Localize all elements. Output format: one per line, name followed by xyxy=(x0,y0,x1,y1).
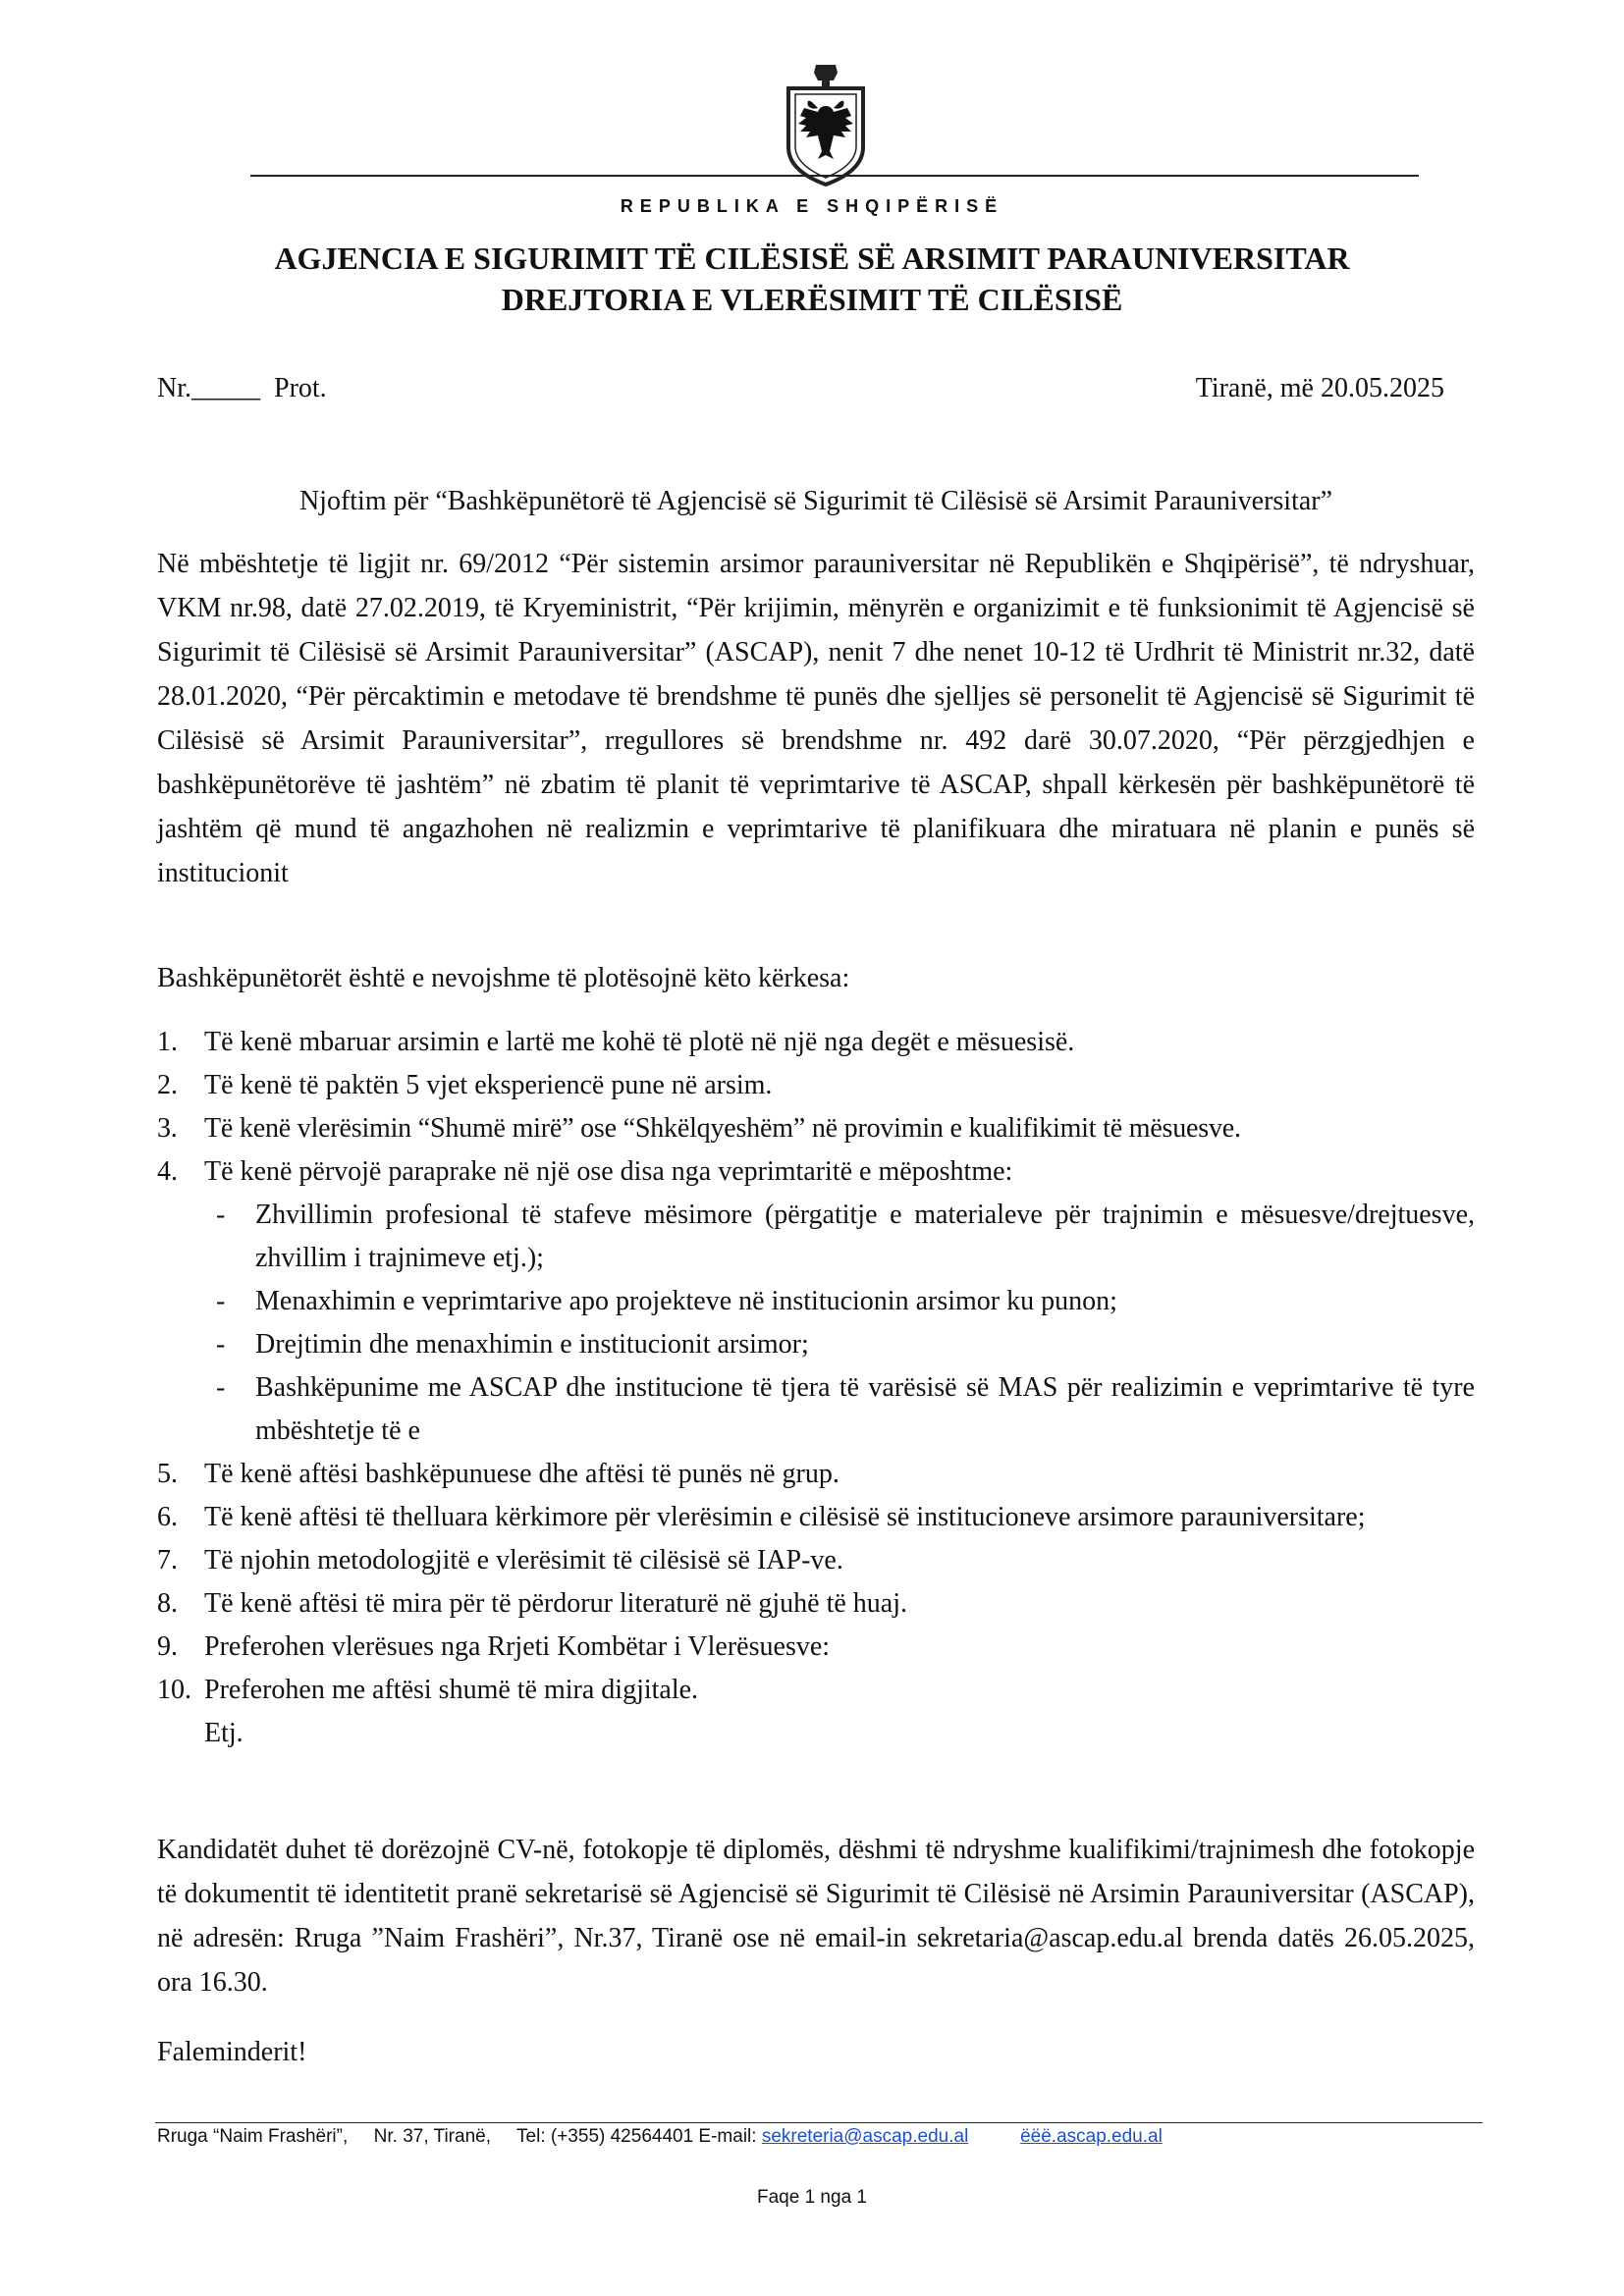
footer xyxy=(157,2126,1163,2148)
footer-rule xyxy=(155,2122,1483,2123)
directorate-name: DREJTORIA E VLERËSIMIT TË CILËSISË xyxy=(501,282,1123,317)
list-item: 1. Të kenë mbaruar arsimin e lartë me kohë të plotë në një nga degët e mësuesisë. xyxy=(157,1027,1075,1057)
closing: Faleminderit! xyxy=(157,2037,307,2067)
list-item: 7. Të njohin metodologjitë e vlerësimit të cilësisë së IAP-ve. xyxy=(157,1545,843,1575)
sub-list-item: - Drejtimin dhe menaxhimin e institucionit arsimor; xyxy=(216,1329,809,1360)
requirements-intro: Bashkëpunëtorët është e nevojshme të plotësojnë këto kërkesa: xyxy=(157,963,850,993)
sub-list-container xyxy=(157,1194,1475,1453)
agency-name: AGJENCIA E SIGURIMIT TË CILËSISË SË ARSIMIT PARAUNIVERSITAR xyxy=(274,240,1350,276)
requirements-list xyxy=(157,1021,1475,1755)
page-number: Faqe 1 nga 1 xyxy=(757,2187,867,2208)
footer-website-link[interactable]: ëëë.ascap.edu.al xyxy=(1020,2126,1163,2147)
list-item: 6. Të kenë aftësi të thelluara kërkimore për vlerësimin e cilësisë së institucioneve arsimore parauniversitare; xyxy=(157,1502,1366,1532)
footer-email-link[interactable]: sekreteria@ascap.edu.al xyxy=(761,2126,969,2147)
agency-title xyxy=(0,238,1624,320)
sub-list-item: - Bashkëpunime me ASCAP dhe institucione të tjera të varësisë së MAS për realizimin e veprimtarive të tyre mbështetje të e xyxy=(216,1372,1475,1446)
etj-line: Etj. xyxy=(204,1718,244,1748)
sub-list-item: - Menaxhimin e veprimtarive apo projekteve në institucionin arsimor ku punon; xyxy=(216,1286,1117,1316)
protocol-number: Nr._____ Prot. xyxy=(157,373,327,403)
subject-line: Njoftim për “Bashkëpunëtorë të Agjencisë së Sigurimit të Cilësisë së Arsimit Parauniversitar” xyxy=(298,486,1333,516)
legal-basis-paragraph: Në mbështetje të ligjit nr. 69/2012 “Për sistemin arsimor parauniversitar në Republikën e Shqipërisë”, të ndryshuar, VKM nr.98, datë 27.02.2019, të Kryeministrit, “Për krijimin, mënyrën e organizimit e të funksionimit të Agjencisë së Sigurimit të Cilësisë së Arsimit Parauniversitar” (ASCAP), nenit 7 dhe nenet 10-12 të Urdhrit të Ministrit nr.32, datë 28.01.2020, “Për përcaktimin e metodave të brendshme të punës dhe sjelljes së personelit të Agjencisë së Sigurimit të Cilësisë së Arsimit Parauniversitar”, rregullores së brendshme nr. 492 darë 30.07.2020, “Për përzgjedhjen e bashkëpunëtorëve të jashtëm” në zbatim të planit të veprimtarive të ASCAP, shpall kërkesën për bashkëpunëtorë të jashtëm që mund të angazhohen në realizmin e veprimtarive të planifikuara dhe miratuara në planin e punës së institucionit xyxy=(157,549,1475,888)
republic-name: REPUBLIKA E SHQIPËRISË xyxy=(620,196,1004,216)
footer-address: Rruga “Naim Frashëri”, Nr. 37, Tiranë, Tel: (+355) 42564401 E-mail: xyxy=(157,2126,762,2147)
list-item: 8. Të kenë aftësi të mira për të përdorur literaturë në gjuhë të huaj. xyxy=(157,1588,907,1619)
document-date: Tiranë, më 20.05.2025 xyxy=(1195,373,1444,403)
sub-list-item: - Zhvillimin profesional të stafeve mësimore (përgatitje e materialeve për trajnimin e mësuesve/drejtuesve, zhvillim i trajnimeve etj.); xyxy=(216,1200,1475,1273)
header-rule xyxy=(250,175,1419,177)
list-item: 9. Preferohen vlerësues nga Rrjeti Kombëtar i Vlerësuesve: xyxy=(157,1631,831,1662)
submission-paragraph: Kandidatët duhet të dorëzojnë CV-në, fotokopje të diplomës, dëshmi të ndryshme kualifikimi/trajnimesh dhe fotokopje të dokumentit të identitetit pranë sekretarisë së Agjencisë së Sigurimit të Cilësisë në Arsimin Parauniversitar (ASCAP), në adresën: Rruga ”Naim Frashëri”, Nr.37, Tiranë ose në email-in sekretaria@ascap.edu.al brenda datës 26.05.2025, ora 16.30. xyxy=(157,1835,1475,1998)
sub-requirements-list xyxy=(157,1194,1475,1453)
list-item: 10. Preferohen me aftësi shumë të mira digjitale. xyxy=(157,1675,699,1705)
list-item: 5. Të kenë aftësi bashkëpunuese dhe aftësi të punës në grup. xyxy=(157,1459,839,1489)
list-item: 3. Të kenë vlerësimin “Shumë mirë” ose “Shkëlqyeshëm” në provimin e kualifikimit të mësuesve. xyxy=(157,1113,1241,1144)
albanian-coat-of-arms-icon xyxy=(783,61,869,188)
list-item: 2. Të kenë të paktën 5 vjet eksperiencë pune në arsim. xyxy=(157,1070,773,1100)
list-item: 4. Të kenë përvojë paraprake në një ose disa nga veprimtaritë e mëposhtme: xyxy=(157,1156,1013,1187)
